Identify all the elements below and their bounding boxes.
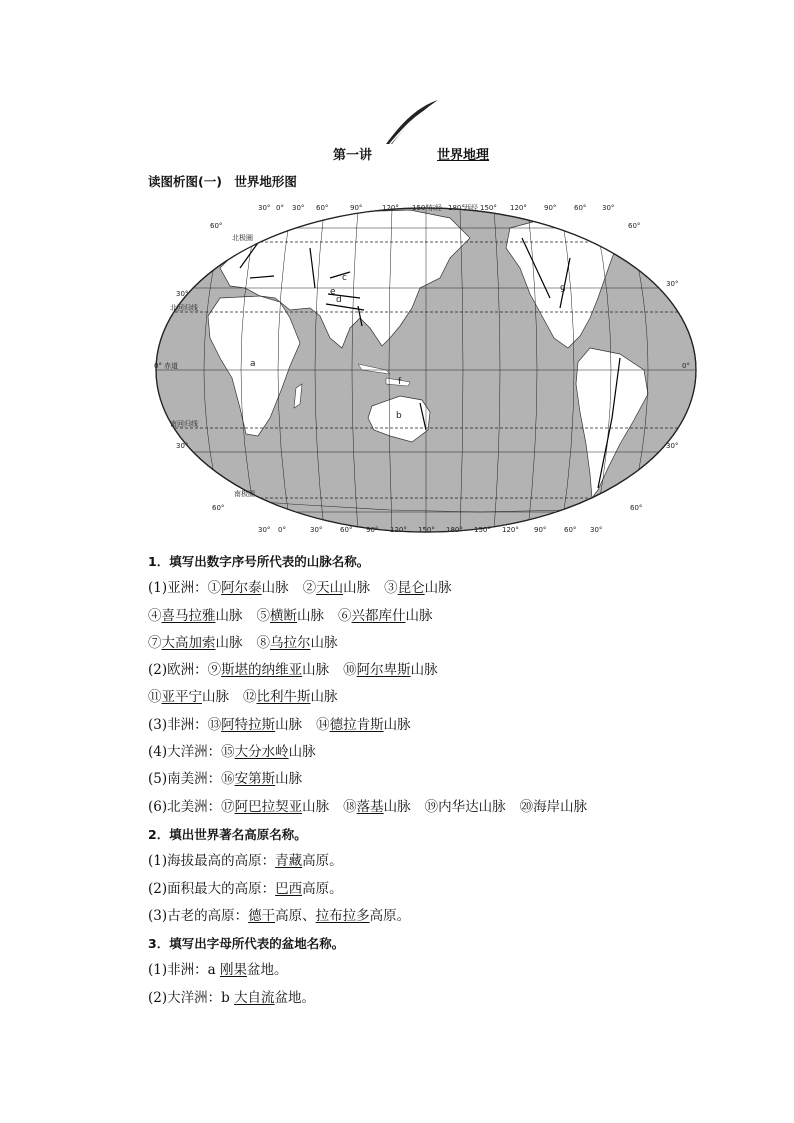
- lon-bottom-0: 30°: [258, 526, 271, 534]
- europe-prefix: (2)欧洲：: [148, 662, 208, 679]
- oceania-prefix: (4)大洋洲：: [148, 744, 222, 761]
- answer-himalaya: 喜马拉雅: [161, 607, 216, 624]
- item-number: ⑩: [343, 662, 357, 679]
- lon-top-8: 180°: [448, 204, 465, 212]
- answer-coast: 海岸: [533, 798, 561, 815]
- lon-bottom-8: 150°: [474, 526, 491, 534]
- item-suffix: 山脉: [275, 771, 303, 788]
- item-number: ⑲: [424, 798, 439, 815]
- item-suffix: 山脉: [383, 798, 411, 815]
- item-number: ⑳: [519, 798, 534, 815]
- item-suffix: 山脉: [275, 716, 303, 733]
- lon-bottom-6: 150°: [418, 526, 435, 534]
- item-number: ⑮: [221, 744, 235, 761]
- q2-l2-suffix: 高原。: [302, 880, 343, 897]
- q2-l2-prefix: (2)面积最大的高原：: [148, 880, 276, 897]
- answer-great-artesian: 大自流: [234, 989, 275, 1006]
- south-america-prefix: (5)南美洲：: [148, 771, 222, 788]
- item-suffix: 山脉: [310, 689, 338, 706]
- item-suffix: 山脉: [202, 689, 229, 706]
- item-number: ①: [207, 580, 222, 597]
- item-suffix: 山脉: [478, 798, 506, 815]
- answer-brazil: 巴西: [275, 880, 303, 897]
- answer-caucasus: 大高加索: [161, 634, 216, 651]
- answer-andes: 安第斯: [234, 771, 276, 788]
- answer-deccan: 德干: [248, 907, 276, 924]
- item-number: ⑤: [256, 607, 270, 624]
- lon-bottom-3: 60°: [340, 526, 353, 534]
- item-suffix: 山脉: [310, 634, 338, 651]
- answer-drakensberg: 德拉肯斯: [329, 716, 384, 733]
- item-suffix: 山脉: [383, 716, 411, 733]
- map-letter-g: g: [560, 283, 566, 293]
- lon-top-1: 0°: [276, 204, 284, 212]
- q2-l1-prefix: (1)海拔最高的高原：: [148, 853, 276, 870]
- lon-bottom-5: 120°: [390, 526, 407, 534]
- item-number: ⑬: [207, 716, 222, 733]
- header-swoosh-logo: [384, 98, 440, 146]
- map-letter-e: e: [330, 287, 336, 297]
- item-suffix: 山脉: [410, 662, 438, 679]
- longitude-labels-top: [258, 203, 614, 212]
- item-number: ⑦: [148, 634, 162, 651]
- lon-top-10: 150°: [480, 204, 497, 212]
- lat-label-left-0: 0°: [154, 362, 162, 370]
- item-suffix: 山脉: [297, 607, 324, 624]
- q3-line-2: [148, 985, 748, 1012]
- answer-labrador: 拉布拉多: [315, 907, 370, 924]
- q1-europe-line-1: [148, 657, 748, 684]
- lon-bottom-4: 90°: [366, 526, 379, 534]
- lon-top-7: 东经: [428, 204, 442, 212]
- q1-asia-line-1: [148, 575, 748, 602]
- answer-atlas: 阿特拉斯: [221, 716, 276, 733]
- q1-asia-line-3: [148, 630, 748, 657]
- answer-apennines: 亚平宁: [161, 689, 202, 706]
- item-number: ⑭: [316, 716, 330, 733]
- arctic-circle-label: 北极圈: [232, 234, 253, 242]
- lon-bottom-2: 30°: [310, 526, 323, 534]
- lon-bottom-10: 90°: [534, 526, 547, 534]
- lon-bottom-1: 0°: [278, 526, 286, 534]
- answer-hengduan: 横断: [270, 607, 297, 624]
- answer-ural: 乌拉尔: [270, 634, 311, 651]
- map-section-title: 读图析图(一) 世界地形图: [148, 174, 297, 189]
- antarctic-circle-label: 南极圈: [234, 490, 255, 498]
- answer-scandinavian: 斯堪的纳维亚: [221, 662, 303, 679]
- lat-label-left-30s: 30°: [176, 442, 189, 450]
- tropic-capricorn-label: 南回归线: [170, 420, 198, 428]
- map-letter-d: d: [336, 295, 342, 305]
- equator-label: 赤道: [164, 362, 178, 370]
- item-suffix: 山脉: [560, 798, 588, 815]
- asia-prefix: (1)亚洲：: [148, 580, 208, 597]
- item-suffix: 山脉: [343, 580, 371, 597]
- q2-l1-suffix: 高原。: [302, 853, 343, 870]
- lat-label-right-30s: 30°: [666, 442, 679, 450]
- lon-top-3: 60°: [316, 204, 329, 212]
- answer-appalachian: 阿巴拉契亚: [234, 798, 303, 815]
- q3-l2-prefix: (2)大洋洲：b: [148, 989, 235, 1006]
- lat-label-left-30n: 30°: [176, 290, 189, 298]
- q1-africa-line: [148, 712, 748, 739]
- item-suffix: 山脉: [302, 662, 330, 679]
- answer-hindukush: 兴都库什: [351, 607, 406, 624]
- lon-top-11: 120°: [510, 204, 527, 212]
- item-number: ⑰: [221, 798, 235, 815]
- world-topographic-map: [150, 198, 702, 538]
- item-suffix: 山脉: [405, 607, 433, 624]
- item-suffix: 山脉: [215, 634, 243, 651]
- answer-kunlun: 昆仑: [397, 580, 425, 597]
- item-number: ⑯: [221, 771, 235, 788]
- answer-great-dividing: 大分水岭: [234, 744, 289, 761]
- africa-prefix: (3)非洲：: [148, 716, 208, 733]
- item-number: ②: [302, 580, 317, 597]
- q1-oceania-line: [148, 739, 748, 766]
- q2-line-1: [148, 848, 748, 875]
- lon-bottom-12: 30°: [590, 526, 603, 534]
- item-suffix: 山脉: [215, 607, 243, 624]
- worksheet-content: [148, 548, 748, 1012]
- lon-top-2: 30°: [292, 204, 305, 212]
- item-suffix: 山脉: [302, 798, 330, 815]
- lecture-title-bar: [0, 142, 794, 164]
- lat-label-right-30n: 30°: [666, 280, 679, 288]
- map-letter-a: a: [250, 359, 256, 369]
- lon-top-9: 西经: [464, 204, 478, 212]
- q3-line-1: [148, 957, 748, 984]
- q1-asia-line-2: [148, 603, 748, 630]
- lon-bottom-11: 60°: [564, 526, 577, 534]
- lon-bottom-7: 180°: [446, 526, 463, 534]
- q3-l2-suffix: 盆地。: [274, 989, 316, 1006]
- lon-top-13: 60°: [574, 204, 587, 212]
- q2-line-2: [148, 876, 748, 903]
- q1-south-america-line: [148, 766, 748, 793]
- answer-tianshan: 天山: [316, 580, 344, 597]
- longitude-labels-bottom: [258, 526, 602, 534]
- lon-top-0: 30°: [258, 204, 271, 212]
- lecture-title: 世界地理: [437, 148, 490, 163]
- answer-pyrenees: 比利牛斯: [256, 689, 311, 706]
- item-suffix: 山脉: [261, 580, 289, 597]
- lat-label-right-0: 0°: [682, 362, 690, 370]
- answer-congo: 刚果: [219, 962, 247, 979]
- q1-north-america-line: [148, 794, 748, 821]
- item-number: ④: [148, 607, 162, 624]
- item-number: ⑫: [243, 689, 257, 706]
- lon-top-14: 30°: [602, 204, 615, 212]
- answer-altai: 阿尔泰: [221, 580, 262, 597]
- map-letter-b: b: [396, 411, 402, 421]
- item-number: ⑥: [338, 607, 352, 624]
- item-number: ⑱: [343, 798, 357, 815]
- q2-l3-prefix: (3)古老的高原：: [148, 907, 249, 924]
- north-america-prefix: (6)北美洲：: [148, 798, 222, 815]
- landmasses: [150, 206, 702, 538]
- lon-top-6: 150°: [412, 204, 429, 212]
- lon-top-12: 90°: [544, 204, 557, 212]
- lon-top-5: 120°: [382, 204, 399, 212]
- lat-label-left-60s: 60°: [212, 504, 225, 512]
- item-number: ⑪: [148, 689, 162, 706]
- answer-qinghai-tibet: 青藏: [275, 853, 303, 870]
- q2-heading: 2．填出世界著名高原名称。: [148, 826, 307, 842]
- lon-top-4: 90°: [350, 204, 363, 212]
- q2-l3-mid: 高原、: [275, 907, 316, 924]
- q2-l3-suffix: 高原。: [369, 907, 411, 924]
- item-suffix: 山脉: [288, 744, 316, 761]
- tropic-cancer-label: 北回归线: [170, 304, 198, 312]
- lecture-label: 第一讲: [333, 148, 373, 163]
- q3-heading: 3．填写出字母所代表的盆地名称。: [148, 936, 345, 952]
- answer-nevada: 内华达: [438, 798, 479, 815]
- answer-rocky: 落基: [356, 798, 384, 815]
- q3-l1-prefix: (1)非洲：a: [148, 962, 220, 979]
- lat-label-right-60s: 60°: [630, 504, 643, 512]
- map-letter-c: c: [342, 273, 347, 283]
- lat-label-left-60n: 60°: [210, 222, 223, 230]
- lon-bottom-9: 120°: [502, 526, 519, 534]
- q2-line-3: [148, 903, 748, 930]
- q3-l1-suffix: 盆地。: [246, 962, 288, 979]
- item-suffix: 山脉: [424, 580, 452, 597]
- item-number: ⑨: [207, 662, 222, 679]
- lat-label-right-60n: 60°: [628, 222, 641, 230]
- map-letter-f: f: [398, 377, 402, 387]
- item-number: ⑧: [256, 634, 270, 651]
- q1-heading: 1．填写出数字序号所代表的山脉名称。: [148, 554, 370, 569]
- q1-europe-line-2: [148, 684, 748, 711]
- answer-alps: 阿尔卑斯: [356, 662, 411, 679]
- item-number: ③: [384, 580, 398, 597]
